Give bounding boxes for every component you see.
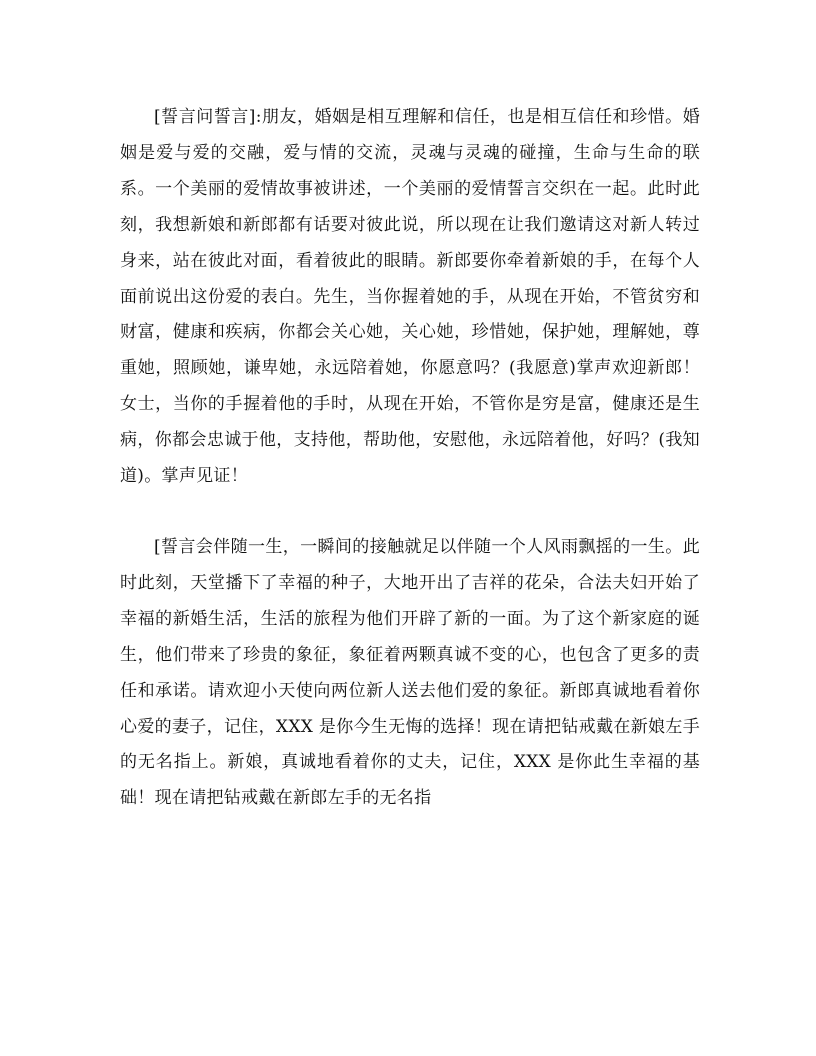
- document-page: [120, 100, 700, 817]
- paragraph-vows-lifetime: [誓言会伴随一生，一瞬间的接触就足以伴随一个人风雨飘摇的一生。此时此刻，天堂播下了幸福的种子，大地开出了吉祥的花朵，合法夫妇开始了幸福的新婚生活，生活的旅程为他们开辟了新的一面。为了这个新家庭的诞生，他们带来了珍贵的象征，象征着两颗真诚不变的心，也包含了更多的责任和承诺。请欢迎小天使向两位新人送去他们爱的象征。新郎真诚地看着你心爱的妻子，记住，XXX 是你今生无悔的选择！现在请把钻戒戴在新娘左手的无名指上。新娘，真诚地看着你的丈夫，记住，XXX 是你此生幸福的基础！现在请把钻戒戴在新郎左手的无名指: [120, 536, 700, 809]
- paragraph-vows-question: [誓言问誓言]:朋友，婚姻是相互理解和信任，也是相互信任和珍惜。婚姻是爱与爱的交融，爱与情的交流，灵魂与灵魂的碰撞，生命与生命的联系。一个美丽的爱情故事被讲述，一个美丽的爱情誓言交织在一起。此时此刻，我想新娘和新郎都有话要对彼此说，所以现在让我们邀请这对新人转过身来，站在彼此对面，看着彼此的眼睛。新郎要你牵着新娘的手，在每个人面前说出这份爱的表白。先生，当你握着她的手，从现在开始，不管贫穷和财富，健康和疾病，你都会关心她，关心她，珍惜她，保护她，理解她，尊重她，照顾她，谦卑她，永远陪着她，你愿意吗？(我愿意)掌声欢迎新郎！女士，当你的手握着他的手时，从现在开始，不管你是穷是富，健康还是生病，你都会忠诚于他，支持他，帮助他，安慰他，永远陪着他，好吗？(我知道)。掌声见证！: [120, 107, 700, 487]
